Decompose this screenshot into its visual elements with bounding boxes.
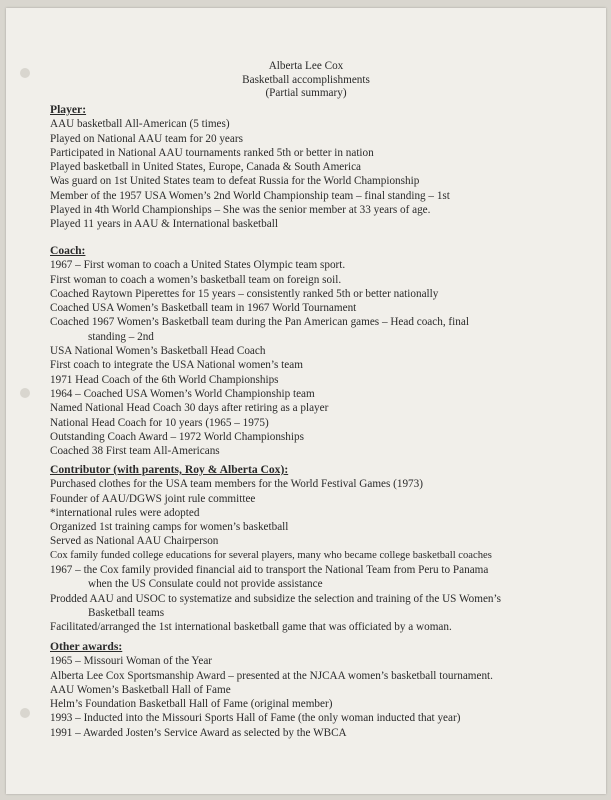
list-item: Coached 1967 Women’s Basketball team during the Pan American games – Head coach, final — [50, 316, 469, 329]
list-item: Coached USA Women’s Basketball team in 1967 World Tournament — [50, 302, 357, 315]
list-item: Prodded AAU and USOC to systematize and subsidize the selection and training of the US Women’s — [50, 592, 501, 605]
list-item: Played 11 years in AAU & International basketball — [50, 218, 278, 231]
list-item: Named National Head Coach 30 days after retiring as a player — [50, 402, 329, 415]
list-item-continuation: Basketball teams — [88, 606, 165, 619]
list-item: Cox family funded college educations for several players, many who became college basketball coaches — [50, 549, 492, 561]
list-item: Outstanding Coach Award – 1972 World Championships — [50, 430, 304, 443]
list-item: 1967 – the Cox family provided financial aid to transport the National Team from Peru to Panama — [50, 564, 489, 577]
document-header — [6, 60, 606, 101]
player-heading: Player: — [50, 103, 87, 116]
list-item: Was guard on 1st United States team to defeat Russia for the World Championship — [50, 175, 420, 188]
list-item: 1991 – Awarded Josten’s Service Award as selected by the WBCA — [50, 726, 347, 739]
other-awards-heading: Other awards: — [50, 640, 123, 653]
list-item: First woman to coach a women’s basketball team on foreign soil. — [50, 273, 342, 286]
list-item: Helm’s Foundation Basketball Hall of Fame (original member) — [50, 698, 333, 711]
list-item: Purchased clothes for the USA team members for the World Festival Games (1973) — [50, 478, 423, 491]
list-item: Played on National AAU team for 20 years — [50, 132, 243, 145]
list-item: Member of the 1957 USA Women’s 2nd World Championship team – final standing – 1st — [50, 189, 450, 202]
list-item: Coached Raytown Piperettes for 15 years – consistently ranked 5th or better nationally — [50, 287, 439, 300]
list-item: *international rules were adopted — [50, 506, 200, 519]
list-item: Facilitated/arranged the 1st international basketball game that was officiated by a woman. — [50, 621, 452, 634]
document-page — [6, 8, 606, 794]
punch-hole — [20, 388, 30, 398]
list-item: 1967 – First woman to coach a United States Olympic team sport. — [50, 259, 346, 272]
punch-hole — [20, 708, 30, 718]
list-item: AAU Women’s Basketball Hall of Fame — [50, 683, 231, 696]
person-name: Alberta Lee Cox — [268, 60, 344, 72]
list-item-continuation: standing – 2nd — [88, 330, 154, 343]
document-subtitle: (Partial summary) — [265, 87, 347, 99]
list-item: USA National Women’s Basketball Head Coach — [50, 345, 266, 358]
list-item: Participated in National AAU tournaments ranked 5th or better in nation — [50, 146, 374, 159]
list-item: 1964 – Coached USA Women’s World Championship team — [50, 387, 315, 400]
list-item: Served as National AAU Chairperson — [50, 535, 219, 548]
list-item: First coach to integrate the USA National women’s team — [50, 359, 303, 372]
list-item: Founder of AAU/DGWS joint rule committee — [50, 492, 256, 505]
list-item-continuation: when the US Consulate could not provide assistance — [88, 578, 323, 591]
list-item: 1971 Head Coach of the 6th World Championships — [50, 373, 279, 386]
coach-section — [50, 244, 590, 458]
list-item: Organized 1st training camps for women’s basketball — [50, 521, 289, 534]
list-item: Played in 4th World Championships – She was the senior member at 33 years of age. — [50, 204, 431, 217]
list-item: National Head Coach for 10 years (1965 – 1975) — [50, 416, 269, 429]
list-item: AAU basketball All-American (5 times) — [50, 118, 230, 131]
other-awards-section — [50, 640, 590, 740]
list-item: 1965 – Missouri Woman of the Year — [50, 655, 213, 668]
coach-heading: Coach: — [50, 244, 86, 257]
player-section — [50, 103, 590, 232]
contributor-section — [50, 463, 590, 635]
document-title: Basketball accomplishments — [242, 73, 370, 86]
list-item: Alberta Lee Cox Sportsmanship Award – presented at the NJCAA women’s basketball tournament. — [50, 669, 493, 682]
list-item: 1993 – Inducted into the Missouri Sports Hall of Fame (the only woman inducted that year) — [50, 712, 461, 725]
contributor-heading: Contributor (with parents, Roy & Alberta Cox): — [50, 463, 289, 476]
list-item: Played basketball in United States, Europe, Canada & South America — [50, 161, 362, 174]
list-item: Coached 38 First team All-Americans — [50, 445, 220, 458]
